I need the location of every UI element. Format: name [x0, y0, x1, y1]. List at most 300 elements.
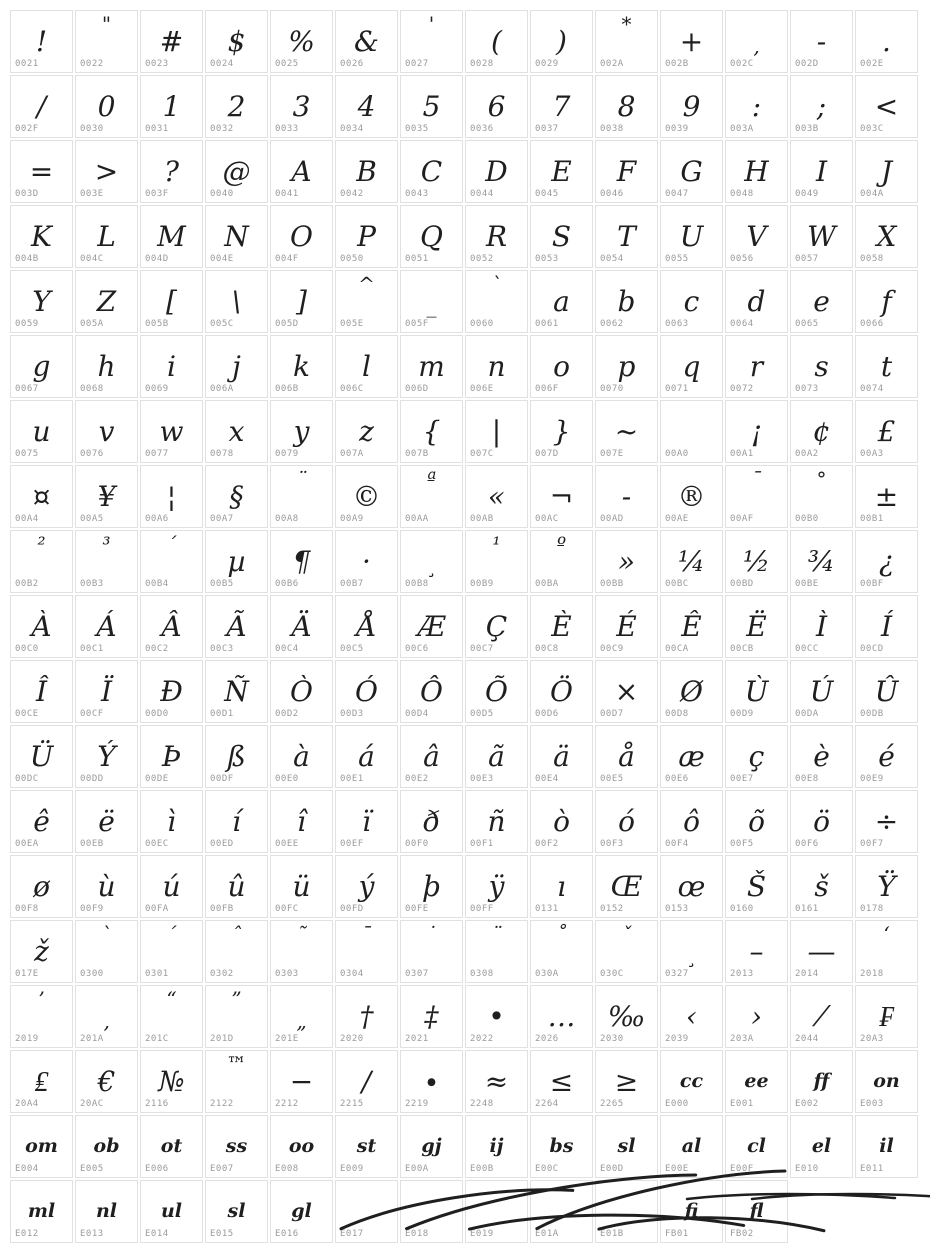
glyph-cell[interactable] — [270, 790, 333, 853]
codepoint-label: 00CE — [15, 709, 39, 719]
glyph-cell[interactable] — [530, 595, 593, 658]
glyph-cell[interactable] — [790, 270, 853, 333]
glyph-cell[interactable] — [10, 920, 73, 983]
glyph-cell[interactable] — [530, 1050, 593, 1113]
glyph-cell[interactable] — [400, 140, 463, 203]
glyph-cell[interactable] — [270, 140, 333, 203]
glyph-cell[interactable] — [530, 10, 593, 73]
glyph-cell[interactable] — [465, 660, 528, 723]
glyph-cell[interactable] — [530, 985, 593, 1048]
glyph-cell[interactable] — [725, 270, 788, 333]
glyph-cell[interactable] — [725, 75, 788, 138]
glyph-cell[interactable] — [530, 465, 593, 528]
glyph-cell[interactable] — [465, 855, 528, 918]
glyph-cell[interactable] — [790, 75, 853, 138]
glyph-cell[interactable] — [530, 75, 593, 138]
glyph-cell[interactable] — [335, 75, 398, 138]
glyph-cell[interactable] — [725, 595, 788, 658]
glyph-cell[interactable] — [10, 530, 73, 593]
codepoint-label: 00E8 — [795, 774, 819, 784]
glyph: ¯ — [751, 467, 762, 491]
glyph-cell[interactable] — [140, 400, 203, 463]
glyph-cell[interactable] — [725, 1115, 788, 1178]
glyph-cell[interactable] — [335, 10, 398, 73]
glyph-cell[interactable] — [465, 790, 528, 853]
glyph-cell[interactable] — [205, 465, 268, 528]
glyph-cell[interactable] — [335, 270, 398, 333]
glyph-cell[interactable] — [465, 140, 528, 203]
glyph-cell[interactable] — [530, 335, 593, 398]
glyph-cell[interactable] — [140, 335, 203, 398]
glyph-cell[interactable] — [270, 595, 333, 658]
glyph-cell[interactable] — [400, 985, 463, 1048]
glyph-cell[interactable] — [10, 660, 73, 723]
glyph-cell[interactable] — [530, 1180, 593, 1243]
glyph-cell[interactable] — [75, 725, 138, 788]
glyph-cell[interactable] — [140, 985, 203, 1048]
glyph-cell[interactable] — [400, 75, 463, 138]
glyph-cell[interactable] — [790, 660, 853, 723]
glyph-cell[interactable] — [335, 790, 398, 853]
glyph-cell[interactable] — [660, 530, 723, 593]
glyph-cell[interactable] — [75, 595, 138, 658]
glyph-cell[interactable] — [465, 400, 528, 463]
glyph-cell[interactable] — [205, 1115, 268, 1178]
glyph-cell[interactable] — [10, 465, 73, 528]
glyph-cell[interactable] — [75, 920, 138, 983]
glyph: m — [418, 349, 445, 383]
glyph-cell[interactable] — [335, 725, 398, 788]
glyph-cell[interactable] — [10, 595, 73, 658]
glyph-cell[interactable] — [855, 1050, 918, 1113]
glyph-cell[interactable] — [205, 1050, 268, 1113]
glyph-cell[interactable] — [335, 335, 398, 398]
glyph-cell[interactable] — [10, 1115, 73, 1178]
glyph-cell[interactable] — [205, 855, 268, 918]
glyph-cell[interactable] — [75, 1115, 138, 1178]
codepoint-label: 0061 — [535, 319, 559, 329]
glyph-cell[interactable] — [595, 205, 658, 268]
glyph-cell[interactable] — [660, 205, 723, 268]
glyph-cell[interactable] — [270, 465, 333, 528]
glyph-cell[interactable] — [10, 270, 73, 333]
glyph-cell[interactable] — [140, 1050, 203, 1113]
glyph-cell[interactable] — [10, 10, 73, 73]
glyph-cell[interactable] — [855, 335, 918, 398]
glyph-cell[interactable] — [595, 595, 658, 658]
glyph-cell[interactable] — [400, 1180, 463, 1243]
glyph-cell[interactable] — [790, 1115, 853, 1178]
codepoint-label: 2248 — [470, 1099, 494, 1109]
codepoint-label: 00CF — [80, 709, 104, 719]
glyph-cell[interactable] — [400, 270, 463, 333]
glyph-cell[interactable] — [660, 1180, 723, 1243]
glyph-cell[interactable] — [855, 920, 918, 983]
glyph-cell[interactable] — [140, 855, 203, 918]
glyph-cell[interactable] — [790, 530, 853, 593]
codepoint-label: 007A — [340, 449, 364, 459]
glyph-cell[interactable] — [465, 985, 528, 1048]
glyph-cell[interactable] — [595, 335, 658, 398]
glyph-cell[interactable] — [725, 1050, 788, 1113]
glyph-cell[interactable] — [205, 205, 268, 268]
glyph-cell[interactable] — [790, 465, 853, 528]
glyph-cell[interactable] — [10, 1050, 73, 1113]
glyph-cell[interactable] — [855, 530, 918, 593]
glyph-cell[interactable] — [725, 660, 788, 723]
glyph-cell[interactable] — [140, 140, 203, 203]
codepoint-label: 0070 — [600, 384, 624, 394]
glyph-cell[interactable] — [595, 400, 658, 463]
glyph-cell[interactable] — [725, 790, 788, 853]
glyph: J — [880, 154, 893, 188]
glyph-cell[interactable] — [660, 920, 723, 983]
glyph-cell[interactable] — [140, 595, 203, 658]
codepoint-label: 00E7 — [730, 774, 754, 784]
glyph-cell[interactable] — [140, 205, 203, 268]
glyph-cell[interactable] — [790, 10, 853, 73]
glyph-cell[interactable] — [595, 1050, 658, 1113]
glyph-cell[interactable] — [660, 595, 723, 658]
codepoint-label: 00FD — [340, 904, 364, 914]
glyph-cell[interactable] — [75, 465, 138, 528]
glyph-cell[interactable] — [660, 465, 723, 528]
glyph-cell[interactable] — [595, 660, 658, 723]
codepoint-label: 00F6 — [795, 839, 819, 849]
glyph-cell[interactable] — [530, 1115, 593, 1178]
glyph-cell[interactable] — [140, 75, 203, 138]
glyph-cell[interactable] — [660, 140, 723, 203]
glyph-cell[interactable] — [75, 1180, 138, 1243]
glyph-cell[interactable] — [270, 725, 333, 788]
glyph-cell[interactable] — [75, 790, 138, 853]
glyph-cell[interactable] — [530, 855, 593, 918]
glyph: U — [679, 219, 704, 253]
glyph-cell[interactable] — [400, 855, 463, 918]
glyph-cell[interactable] — [465, 465, 528, 528]
codepoint-label: 20A3 — [860, 1034, 884, 1044]
glyph-cell[interactable] — [335, 400, 398, 463]
glyph-cell[interactable] — [660, 1115, 723, 1178]
glyph-cell[interactable] — [10, 790, 73, 853]
glyph-cell[interactable] — [140, 465, 203, 528]
glyph-cell[interactable] — [595, 140, 658, 203]
glyph-cell[interactable] — [595, 75, 658, 138]
glyph-cell[interactable] — [465, 725, 528, 788]
glyph-cell[interactable] — [855, 855, 918, 918]
glyph-cell[interactable] — [790, 855, 853, 918]
glyph-cell[interactable] — [530, 270, 593, 333]
glyph-cell[interactable] — [10, 335, 73, 398]
glyph-cell[interactable] — [400, 1115, 463, 1178]
glyph-cell[interactable] — [270, 985, 333, 1048]
glyph: L — [97, 219, 116, 253]
glyph-cell[interactable] — [725, 530, 788, 593]
glyph-cell[interactable] — [270, 660, 333, 723]
glyph-cell[interactable] — [790, 790, 853, 853]
glyph-cell[interactable] — [660, 985, 723, 1048]
glyph-cell[interactable] — [725, 400, 788, 463]
glyph-cell[interactable] — [790, 205, 853, 268]
glyph-cell[interactable] — [855, 985, 918, 1048]
glyph-cell[interactable] — [530, 725, 593, 788]
glyph: ø — [33, 869, 50, 903]
glyph-cell[interactable] — [10, 725, 73, 788]
glyph-cell[interactable] — [595, 920, 658, 983]
glyph-cell[interactable] — [335, 1050, 398, 1113]
glyph-cell[interactable] — [855, 660, 918, 723]
glyph-cell[interactable] — [205, 595, 268, 658]
glyph-cell[interactable] — [725, 205, 788, 268]
glyph-cell[interactable] — [530, 790, 593, 853]
glyph-cell[interactable] — [400, 465, 463, 528]
codepoint-label: E014 — [145, 1229, 169, 1239]
glyph-cell[interactable] — [790, 920, 853, 983]
glyph-cell[interactable] — [10, 400, 73, 463]
glyph-cell[interactable] — [75, 660, 138, 723]
glyph-cell[interactable] — [75, 855, 138, 918]
glyph: n — [487, 349, 506, 383]
glyph-cell[interactable] — [855, 75, 918, 138]
glyph-cell[interactable] — [660, 400, 723, 463]
glyph-cell[interactable] — [400, 530, 463, 593]
codepoint-label: 20A4 — [15, 1099, 39, 1109]
glyph-cell[interactable] — [270, 1050, 333, 1113]
glyph-cell[interactable] — [75, 75, 138, 138]
glyph-cell[interactable] — [10, 205, 73, 268]
glyph-cell[interactable] — [855, 465, 918, 528]
glyph-cell[interactable] — [270, 530, 333, 593]
glyph-cell[interactable] — [10, 985, 73, 1048]
glyph-cell[interactable] — [595, 1115, 658, 1178]
glyph-cell[interactable] — [595, 725, 658, 788]
glyph-cell[interactable] — [530, 205, 593, 268]
glyph-cell[interactable] — [790, 400, 853, 463]
glyph-cell[interactable] — [75, 10, 138, 73]
glyph-cell[interactable] — [725, 985, 788, 1048]
glyph-cell[interactable] — [205, 530, 268, 593]
glyph-cell[interactable] — [790, 1050, 853, 1113]
glyph-cell[interactable] — [400, 790, 463, 853]
glyph-cell[interactable] — [790, 140, 853, 203]
glyph: el — [811, 1135, 832, 1157]
codepoint-label: E005 — [80, 1164, 104, 1174]
glyph-cell[interactable] — [270, 335, 333, 398]
glyph-cell[interactable] — [270, 920, 333, 983]
glyph-cell[interactable] — [75, 140, 138, 203]
glyph-cell[interactable] — [855, 270, 918, 333]
glyph: } — [552, 414, 571, 448]
glyph-cell[interactable] — [10, 1180, 73, 1243]
glyph-cell[interactable] — [465, 75, 528, 138]
glyph-cell[interactable] — [75, 400, 138, 463]
glyph-cell[interactable] — [270, 1115, 333, 1178]
glyph-cell[interactable] — [270, 1180, 333, 1243]
glyph-cell[interactable] — [205, 1180, 268, 1243]
glyph-cell[interactable] — [335, 985, 398, 1048]
glyph-cell[interactable] — [140, 270, 203, 333]
glyph-cell[interactable] — [270, 400, 333, 463]
glyph-cell[interactable] — [855, 790, 918, 853]
glyph-cell[interactable] — [465, 205, 528, 268]
glyph-cell[interactable] — [855, 140, 918, 203]
glyph-cell[interactable] — [725, 465, 788, 528]
codepoint-label: E001 — [730, 1099, 754, 1109]
glyph-cell[interactable] — [530, 660, 593, 723]
glyph: * — [621, 12, 632, 36]
codepoint-label: E016 — [275, 1229, 299, 1239]
glyph-cell[interactable] — [595, 1180, 658, 1243]
glyph-cell[interactable] — [855, 595, 918, 658]
glyph-cell[interactable] — [140, 725, 203, 788]
glyph-cell[interactable] — [595, 790, 658, 853]
glyph-cell[interactable] — [140, 1115, 203, 1178]
glyph-cell[interactable] — [335, 660, 398, 723]
codepoint-label: 00C2 — [145, 644, 169, 654]
glyph-cell[interactable] — [335, 465, 398, 528]
glyph-cell[interactable] — [660, 1050, 723, 1113]
glyph-cell[interactable] — [75, 335, 138, 398]
glyph-cell[interactable] — [205, 10, 268, 73]
glyph-cell[interactable] — [465, 10, 528, 73]
glyph-cell[interactable] — [725, 140, 788, 203]
glyph-cell[interactable] — [75, 985, 138, 1048]
glyph-cell[interactable] — [595, 465, 658, 528]
glyph-cell[interactable] — [790, 335, 853, 398]
glyph-cell[interactable] — [140, 1180, 203, 1243]
glyph-cell[interactable] — [75, 530, 138, 593]
glyph-cell[interactable] — [660, 270, 723, 333]
glyph-cell[interactable] — [400, 400, 463, 463]
glyph-cell[interactable] — [140, 660, 203, 723]
glyph-cell[interactable] — [75, 1050, 138, 1113]
glyph-cell[interactable] — [270, 270, 333, 333]
glyph: ¨ — [491, 922, 502, 946]
glyph-cell[interactable] — [140, 530, 203, 593]
glyph-cell[interactable] — [10, 855, 73, 918]
glyph-cell[interactable] — [270, 75, 333, 138]
glyph-cell[interactable] — [595, 270, 658, 333]
glyph-cell[interactable] — [660, 660, 723, 723]
glyph-cell[interactable] — [140, 10, 203, 73]
glyph-cell[interactable] — [790, 595, 853, 658]
glyph-cell[interactable] — [335, 855, 398, 918]
glyph-cell[interactable] — [465, 270, 528, 333]
glyph-cell[interactable] — [855, 400, 918, 463]
glyph-cell[interactable] — [205, 660, 268, 723]
glyph-cell[interactable] — [335, 530, 398, 593]
glyph-cell[interactable] — [140, 790, 203, 853]
glyph-cell[interactable] — [660, 725, 723, 788]
glyph-cell[interactable] — [205, 400, 268, 463]
glyph-cell[interactable] — [140, 920, 203, 983]
glyph-cell[interactable] — [205, 725, 268, 788]
glyph-cell[interactable] — [595, 530, 658, 593]
glyph-cell[interactable] — [205, 985, 268, 1048]
glyph-cell[interactable] — [205, 335, 268, 398]
glyph-cell[interactable] — [465, 920, 528, 983]
glyph: Æ — [417, 609, 446, 643]
glyph-cell[interactable] — [660, 75, 723, 138]
glyph-cell[interactable] — [465, 1180, 528, 1243]
glyph-cell[interactable] — [335, 205, 398, 268]
glyph-cell[interactable] — [530, 530, 593, 593]
glyph-cell[interactable] — [400, 335, 463, 398]
glyph-cell[interactable] — [595, 985, 658, 1048]
glyph-cell[interactable] — [75, 270, 138, 333]
glyph-cell[interactable] — [465, 335, 528, 398]
glyph-cell[interactable] — [725, 1180, 788, 1243]
glyph-cell[interactable] — [530, 920, 593, 983]
glyph-cell[interactable] — [335, 140, 398, 203]
glyph-cell[interactable] — [790, 725, 853, 788]
glyph-cell[interactable] — [270, 10, 333, 73]
glyph-cell[interactable] — [595, 855, 658, 918]
glyph-cell[interactable] — [335, 1180, 398, 1243]
glyph: f — [881, 284, 892, 318]
glyph-cell[interactable] — [725, 725, 788, 788]
glyph-cell[interactable] — [725, 855, 788, 918]
glyph-cell[interactable] — [530, 400, 593, 463]
codepoint-label: 0034 — [340, 124, 364, 134]
glyph-cell[interactable] — [335, 1115, 398, 1178]
glyph-cell[interactable] — [270, 855, 333, 918]
glyph-cell[interactable] — [205, 140, 268, 203]
glyph-cell[interactable] — [400, 10, 463, 73]
glyph-cell[interactable] — [855, 725, 918, 788]
glyph-cell[interactable] — [10, 140, 73, 203]
glyph-cell[interactable] — [205, 790, 268, 853]
glyph: Ð — [160, 674, 183, 708]
glyph-cell[interactable] — [205, 75, 268, 138]
glyph-cell[interactable] — [855, 1115, 918, 1178]
glyph-cell[interactable] — [465, 530, 528, 593]
glyph-cell[interactable] — [660, 10, 723, 73]
glyph-cell[interactable] — [400, 660, 463, 723]
glyph-cell[interactable] — [465, 1115, 528, 1178]
glyph-cell[interactable] — [660, 335, 723, 398]
glyph-cell[interactable] — [790, 985, 853, 1048]
codepoint-label: 0071 — [665, 384, 689, 394]
glyph-cell[interactable] — [75, 205, 138, 268]
glyph-cell[interactable] — [205, 270, 268, 333]
glyph-cell[interactable] — [400, 205, 463, 268]
glyph-cell[interactable] — [855, 10, 918, 73]
glyph: õ — [748, 804, 765, 838]
glyph-cell[interactable] — [595, 10, 658, 73]
glyph-cell[interactable] — [725, 10, 788, 73]
glyph-cell[interactable] — [270, 205, 333, 268]
codepoint-label: 00F5 — [730, 839, 754, 849]
glyph: g — [32, 349, 51, 383]
glyph-cell[interactable] — [400, 595, 463, 658]
glyph-cell[interactable] — [205, 920, 268, 983]
glyph-cell[interactable] — [465, 595, 528, 658]
glyph-cell[interactable] — [400, 920, 463, 983]
glyph-cell[interactable] — [530, 140, 593, 203]
glyph-cell[interactable] — [335, 595, 398, 658]
glyph-cell[interactable] — [660, 855, 723, 918]
glyph-cell[interactable] — [400, 725, 463, 788]
glyph-cell[interactable] — [400, 1050, 463, 1113]
glyph-cell[interactable] — [725, 335, 788, 398]
glyph-cell[interactable] — [660, 790, 723, 853]
glyph-cell[interactable] — [725, 920, 788, 983]
glyph-cell[interactable] — [335, 920, 398, 983]
glyph-cell[interactable] — [855, 205, 918, 268]
glyph-cell[interactable] — [10, 75, 73, 138]
glyph-cell[interactable] — [465, 1050, 528, 1113]
